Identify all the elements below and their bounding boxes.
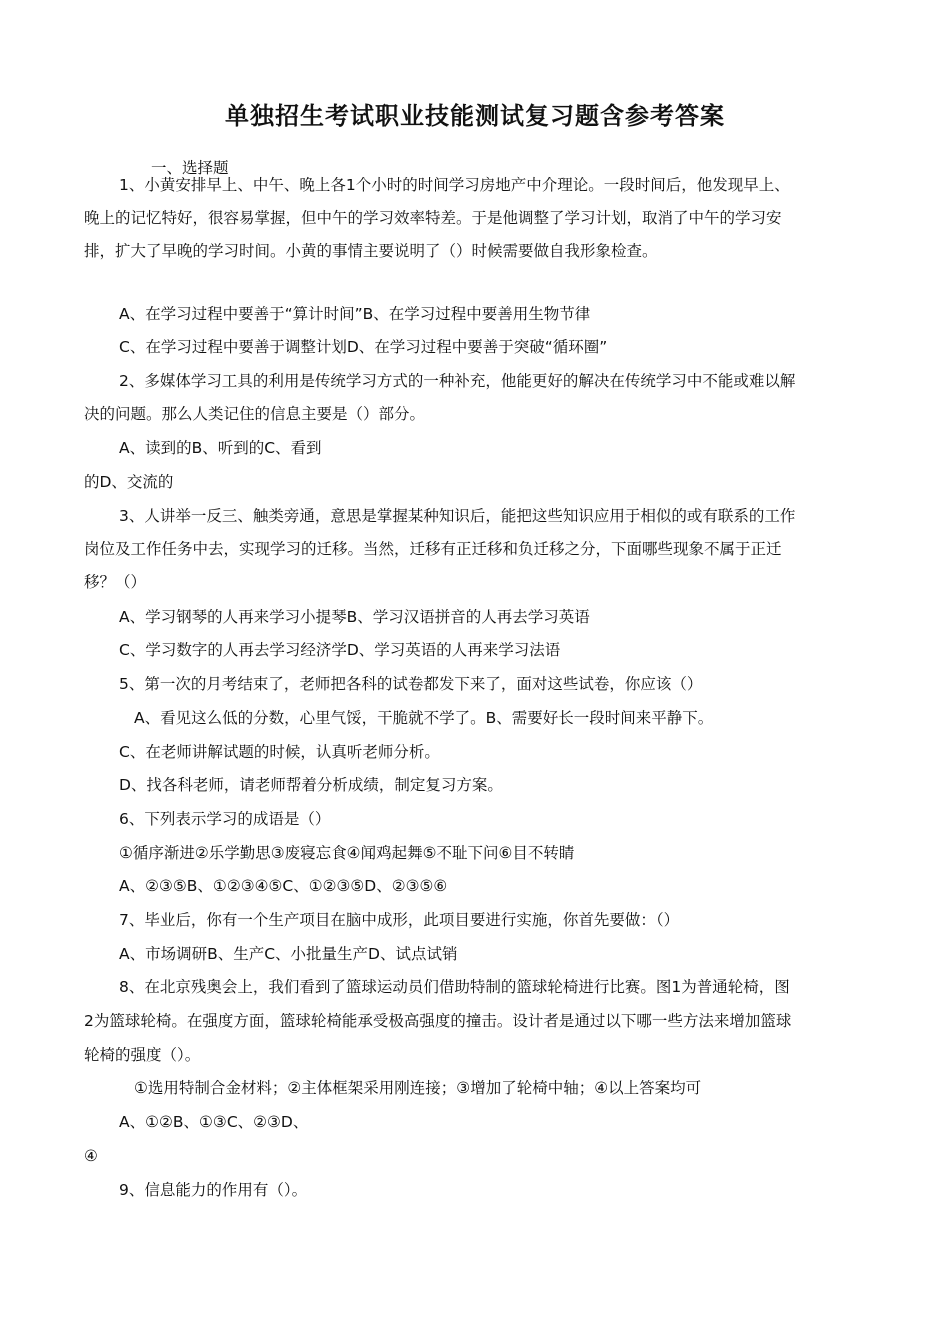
option-line: A、看见这么低的分数，心里气馁，干脆就不学了。B、需要好长一段时间来平静下。 (134, 709, 714, 727)
text-line: 轮椅的强度（）。 (84, 1046, 201, 1064)
option-line: C、在学习过程中要善于调整计划D、在学习过程中要善于突破“循环圈” (119, 338, 608, 356)
text-line: 5、第一次的月考结束了，老师把各科的试卷都发下来了，面对这些试卷，你应该（） (119, 675, 703, 693)
option-line: C、在老师讲解试题的时候，认真听老师分析。 (119, 743, 440, 761)
text-line: 排，扩大了早晚的学习时间。小黄的事情主要说明了（）时候需要做自我形象检查。 (84, 242, 658, 260)
text-line: 2、多媒体学习工具的利用是传统学习方式的一种补充，他能更好的解决在传统学习中不能或难以解 (119, 372, 796, 390)
text-line: 移？（） (84, 573, 147, 591)
text-line: 9、信息能力的作用有（）。 (119, 1181, 308, 1199)
option-line: C、学习数字的人再去学习经济学D、学习英语的人再来学习法语 (119, 641, 561, 659)
option-line: A、读到的B、听到的C、看到 (119, 439, 322, 457)
option-line: A、学习钢琴的人再来学习小提琴B、学习汉语拼音的人再去学习英语 (119, 608, 590, 626)
section-heading: 一、选择题 (151, 159, 229, 177)
option-line: ④ (84, 1147, 98, 1165)
option-line: A、②③⑤B、①②③④⑤C、①②③⑤D、②③⑤⑥ (119, 877, 448, 895)
text-line: 6、下列表示学习的成语是（） (119, 810, 331, 828)
text-line: 1、小黄安排早上、中午、晚上各1个小时的时间学习房地产中介理论。一段时间后，他发现早上、 (119, 176, 790, 194)
text-line: 3、人讲举一反三、触类旁通，意思是掌握某种知识后，能把这些知识应用于相似的或有联系的工作 (119, 507, 796, 525)
text-line: ①选用特制合金材料；②主体框架采用刚连接；③增加了轮椅中轴；④以上答案均可 (134, 1079, 702, 1097)
option-line: A、①②B、①③C、②③D、 (119, 1113, 309, 1131)
option-line: A、市场调研B、生产C、小批量生产D、试点试销 (119, 945, 458, 963)
text-line: 7、毕业后，你有一个生产项目在脑中成形，此项目要进行实施，你首先要做：（） (119, 911, 680, 929)
text-line: 晚上的记忆特好，很容易掌握，但中午的学习效率特差。于是他调整了学习计划，取消了中午的学习安 (84, 209, 782, 227)
text-line: 决的问题。那么人类记住的信息主要是（）部分。 (84, 405, 426, 423)
text-line: 2为篮球轮椅。在强度方面，篮球轮椅能承受极高强度的撞击。设计者是通过以下哪一些方法来增加篮球 (84, 1012, 792, 1030)
option-line: A、在学习过程中要善于“算计时间”B、在学习过程中要善用生物节律 (119, 305, 591, 323)
text-line: ①循序渐进②乐学勤思③废寝忘食④闻鸡起舞⑤不耻下问⑥目不转睛 (119, 844, 575, 862)
option-line: 的D、交流的 (84, 473, 174, 491)
document-title: 单独招生考试职业技能测试复习题含参考答案 (225, 102, 725, 130)
option-line: D、找各科老师，请老师帮着分析成绩，制定复习方案。 (119, 776, 503, 794)
text-line: 8、在北京残奥会上，我们看到了篮球运动员们借助特制的篮球轮椅进行比赛。图1为普通轮椅，图 (119, 978, 790, 996)
text-line: 岗位及工作任务中去，实现学习的迁移。当然，迁移有正迁移和负迁移之分，下面哪些现象不属于正迁 (84, 540, 782, 558)
